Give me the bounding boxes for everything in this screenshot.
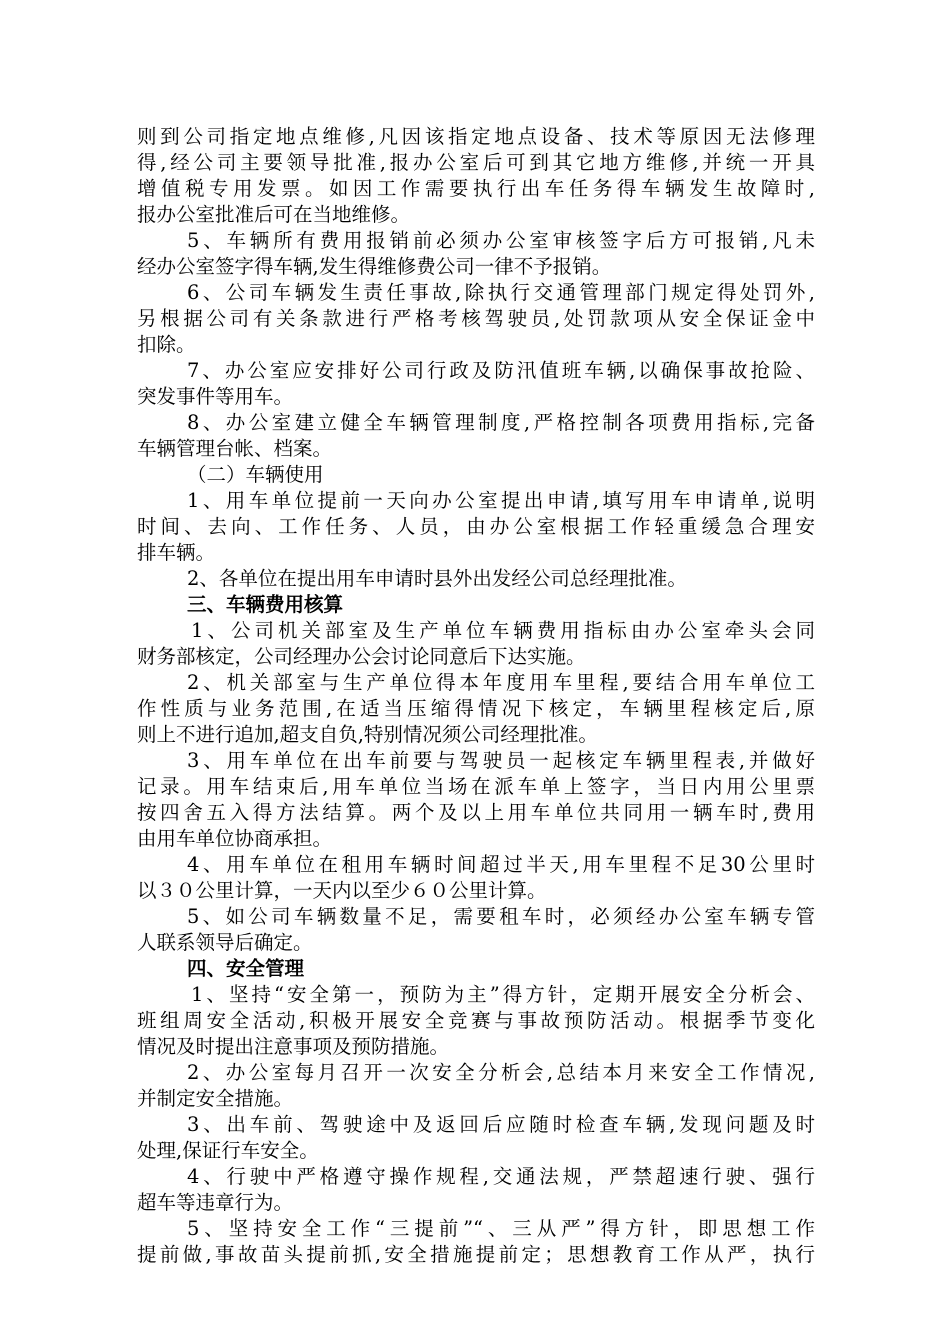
text-line: 三、车辆费用核算 <box>187 593 344 616</box>
text-line: 3、用车单位在出车前要与驾驶员一起核定车辆里程表,并做好 <box>187 749 815 772</box>
text-line: 情况及时提出注意事项及预防措施。 <box>137 1035 450 1058</box>
text-line: 并制定安全措施。 <box>137 1087 294 1110</box>
text-line: 排车辆。 <box>137 541 216 564</box>
text-line: 2、机关部室与生产单位得本年度用车里程,要结合用车单位工 <box>187 671 815 694</box>
text-line: 四、安全管理 <box>187 957 305 980</box>
text-line: 人联系领导后确定。 <box>137 931 313 954</box>
text-line: 时间、去向、工作任务、人员，由办公室根据工作轻重缓急合理安 <box>137 515 815 538</box>
text-line: 1、用车单位提前一天向办公室提出申请,填写用车申请单,说明 <box>187 489 815 512</box>
text-line: 车辆管理台帐、档案。 <box>137 437 333 460</box>
text-line: 超车等违章行为。 <box>137 1191 294 1214</box>
text-line: 4、行驶中严格遵守操作规程,交通法规，严禁超速行驶、强行 <box>187 1165 815 1188</box>
text-line: 记录。用车结束后,用车单位当场在派车单上签字，当日内用公里票 <box>137 775 815 798</box>
text-line: 6、公司车辆发生责任事故,除执行交通管理部门规定得处罚外, <box>187 281 815 304</box>
text-line: 得,经公司主要领导批准,报办公室后可到其它地方维修,并统一开具 <box>137 151 815 174</box>
text-line: 财务部核定，公司经理办公会讨论同意后下达实施。 <box>137 645 586 668</box>
text-line: 以３０公里计算，一天内以至少６０公里计算。 <box>137 879 547 902</box>
text-line: 3、出车前、驾驶途中及返回后应随时检查车辆,发现问题及时 <box>187 1113 815 1136</box>
text-line: 2、各单位在提出用车申请时县外出发经公司总经理批准。 <box>187 567 687 590</box>
text-line: 班组周安全活动,积极开展安全竞赛与事故预防活动。根据季节变化 <box>137 1009 815 1032</box>
text-line: 增值税专用发票。如因工作需要执行出车任务得车辆发生故障时, <box>137 177 815 200</box>
text-line: 处理,保证行车安全。 <box>137 1139 319 1162</box>
text-line: 1、坚持“安全第一，预防为主”得方针，定期开展安全分析会、 <box>191 983 815 1006</box>
text-line: 按四舍五入得方法结算。两个及以上用车单位共同用一辆车时,费用 <box>137 801 815 824</box>
text-line: 则到公司指定地点维修,凡因该指定地点设备、技术等原因无法修理 <box>137 125 815 148</box>
text-line: 4、用车单位在租用车辆时间超过半天,用车里程不足30公里时 <box>187 853 815 876</box>
text-line: 5、坚持安全工作“三提前”“、三从严”得方针，即思想工作 <box>187 1217 815 1240</box>
text-line: （二）车辆使用 <box>187 463 324 486</box>
text-line: 由用车单位协商承担。 <box>137 827 333 850</box>
text-line: 报办公室批准后可在当地维修。 <box>137 203 411 226</box>
text-line: 5、如公司车辆数量不足，需要租车时，必须经办公室车辆专管 <box>187 905 815 928</box>
text-line: 作性质与业务范围,在适当压缩得情况下核定，车辆里程核定后,原 <box>137 697 815 720</box>
text-line: 则上不进行追加,超支自负,特别情况须公司经理批准。 <box>137 723 598 746</box>
text-line: 经办公室签字得车辆,发生得维修费公司一律不予报销。 <box>137 255 612 278</box>
text-line: 1、公司机关部室及生产单位车辆费用指标由办公室牵头会同 <box>191 619 815 642</box>
document-body <box>137 124 815 1268</box>
text-line: 7、办公室应安排好公司行政及防汛值班车辆,以确保事故抢险、 <box>187 359 815 382</box>
text-line: 突发事件等用车。 <box>137 385 294 408</box>
text-line: 5、车辆所有费用报销前必须办公室审核签字后方可报销,凡未 <box>187 229 815 252</box>
text-line: 8、办公室建立健全车辆管理制度,严格控制各项费用指标,完备 <box>187 411 815 434</box>
text-line: 提前做,事故苗头提前抓,安全措施提前定；思想教育工作从严，执行 <box>137 1243 815 1266</box>
text-line: 扣除。 <box>137 333 196 356</box>
text-line: 另根据公司有关条款进行严格考核驾驶员,处罚款项从安全保证金中 <box>137 307 815 330</box>
text-line: 2、办公室每月召开一次安全分析会,总结本月来安全工作情况, <box>187 1061 815 1084</box>
